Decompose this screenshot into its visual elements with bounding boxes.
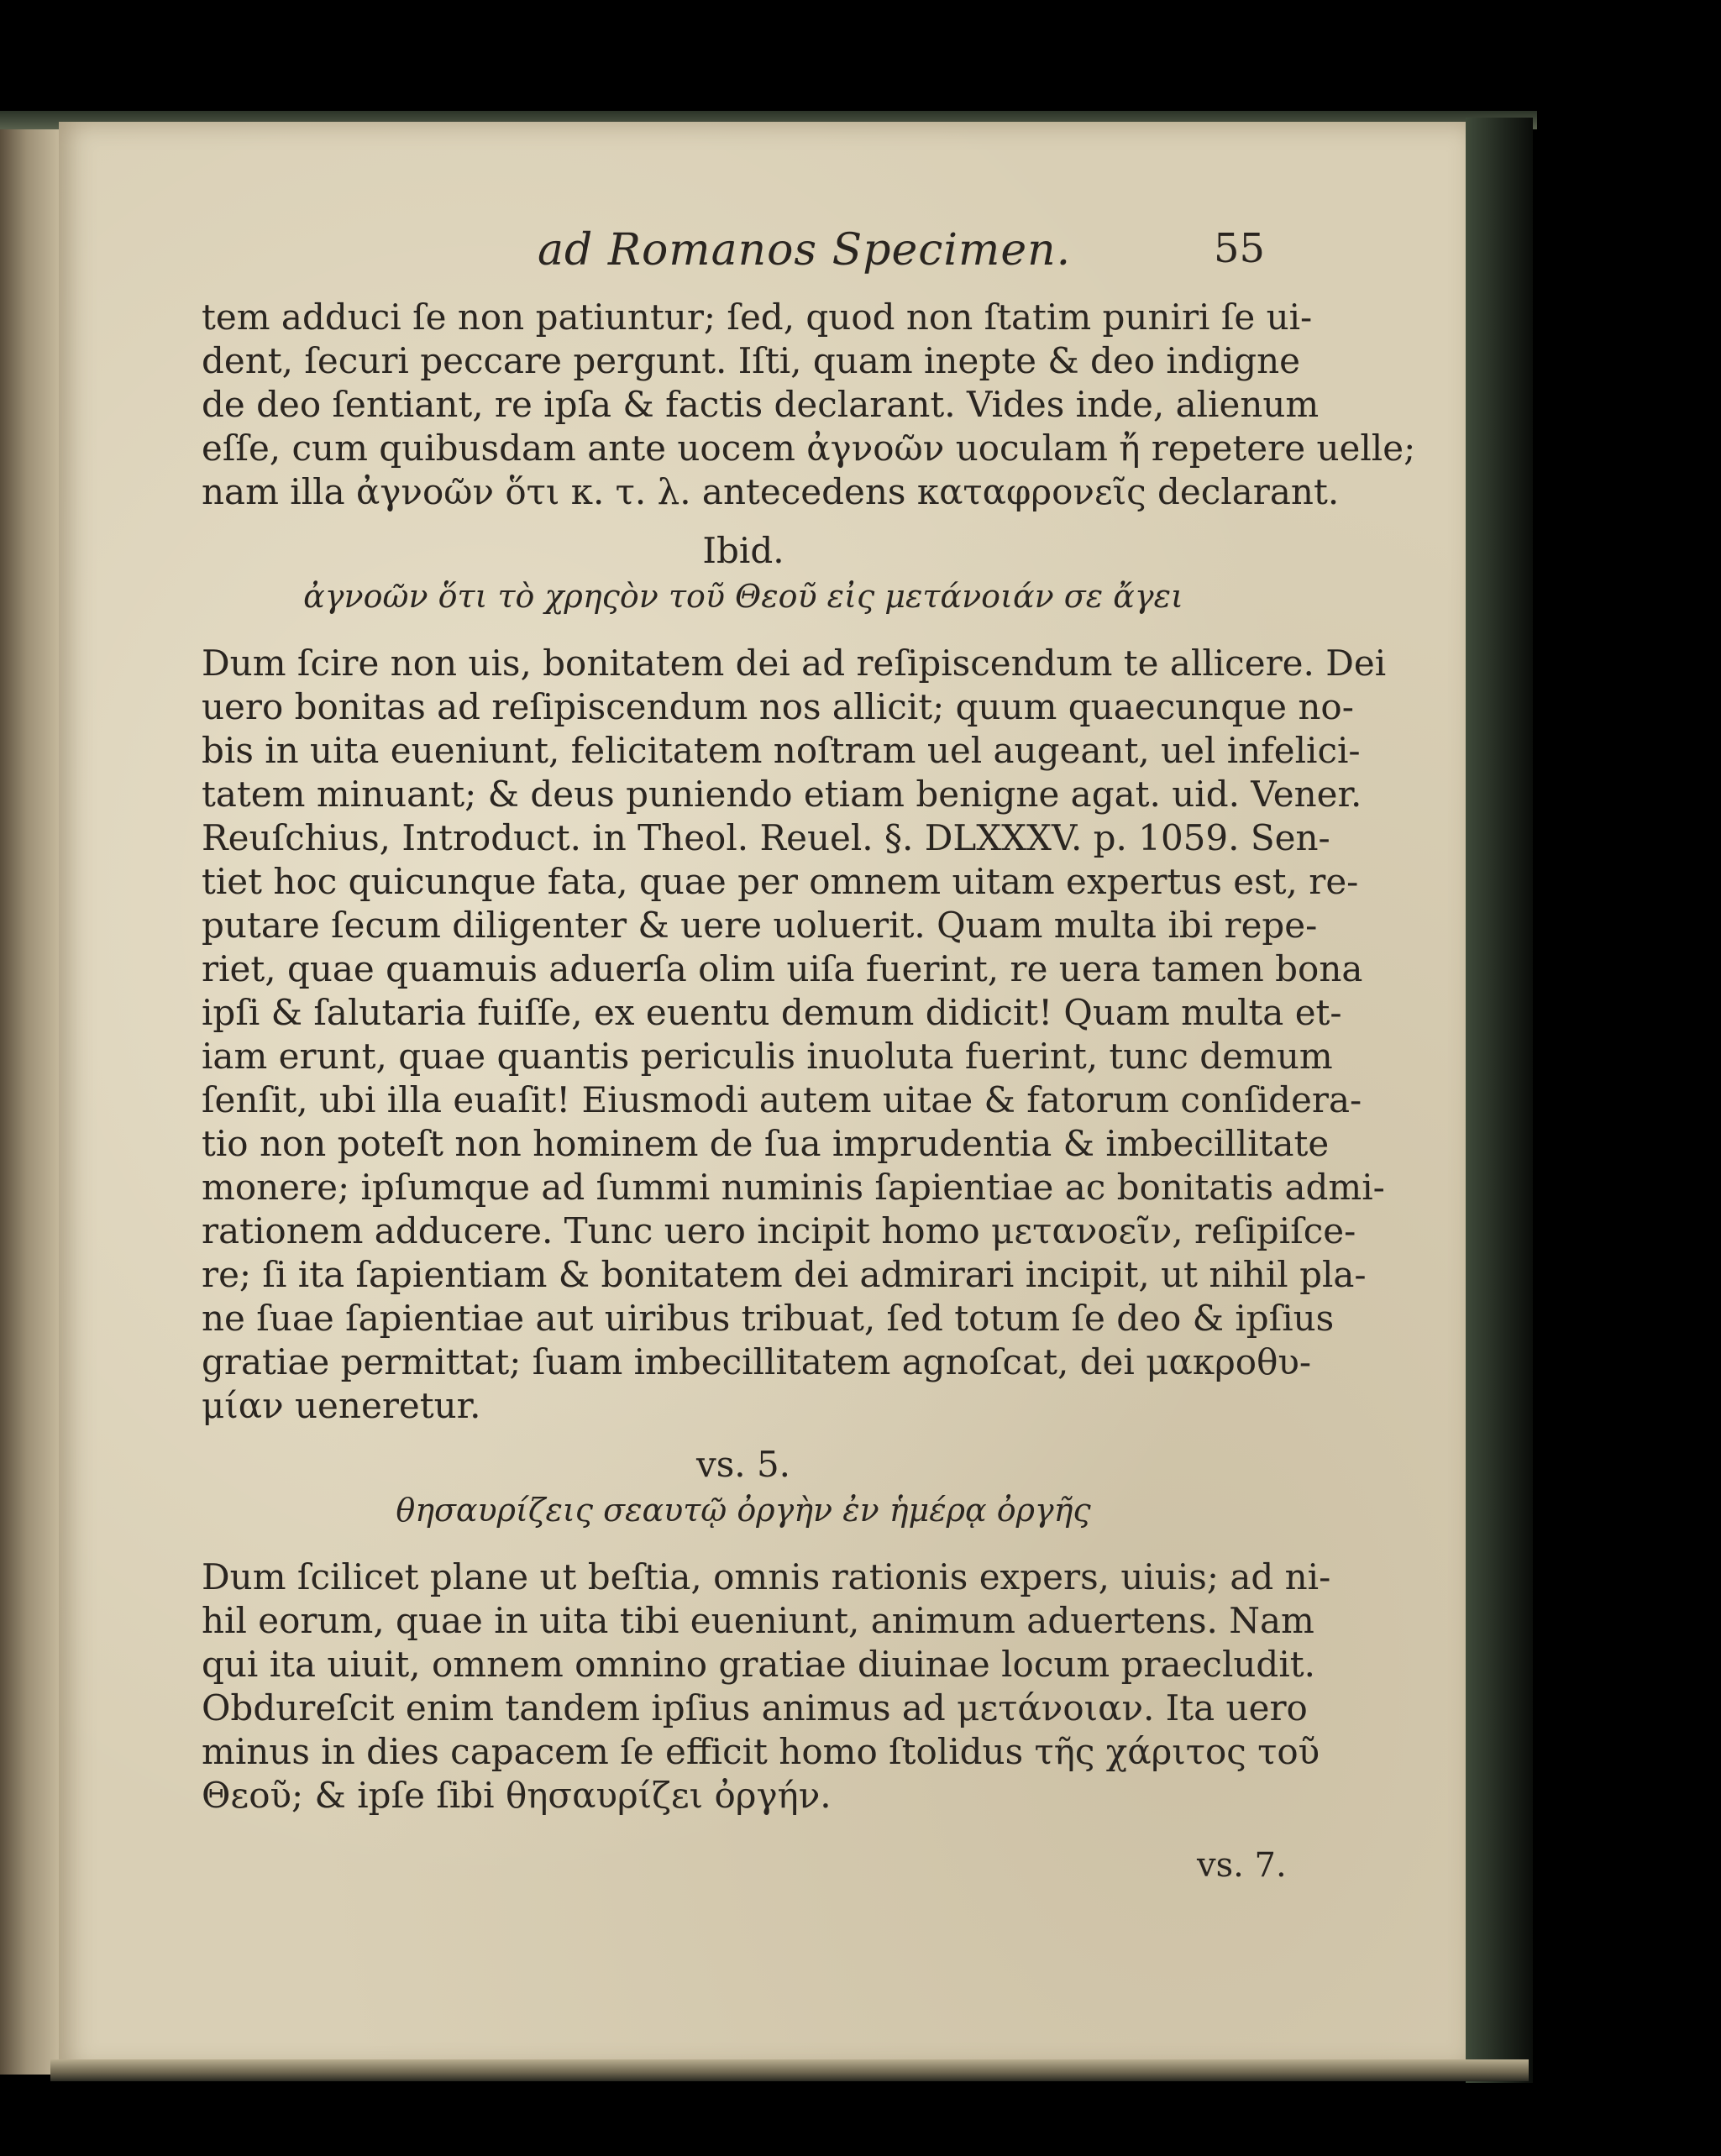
text-line: putare ſecum diligenter & uere uoluerit. Quam multa ibi repe- (202, 905, 1318, 946)
paragraph-2 (202, 642, 1387, 1428)
book-binding-gutter (0, 118, 67, 2075)
paragraph-1 (202, 296, 1416, 514)
text-line: rationem adducere. Tunc uero incipit homo μετανοεῖν, reſipiſce- (202, 1210, 1356, 1251)
text-line: riet, quae quamuis aduerſa olim uiſa fuerint, re uera tamen bona (202, 948, 1363, 989)
text-line: μίαν ueneretur. (202, 1385, 481, 1426)
text-line: de deo ſentiant, re ipſa & factis declarant. Vides inde, alienum (202, 384, 1320, 425)
text-line: gratiae permittat; ſuam imbecillitatem agnoſcat, dei μακροθυ- (202, 1341, 1312, 1382)
text-line: tio non poteſt non hominem de ſua imprudentia & imbecillitate (202, 1123, 1330, 1164)
text-line: monere; ipſumque ad ſummi numinis ſapientiae ac bonitatis admi- (202, 1167, 1385, 1208)
paragraph-3 (202, 1555, 1331, 1818)
text-line: Θεοῦ; & ipſe ſibi θησαυρίζει ὀργήν. (202, 1775, 832, 1816)
text-line: iam erunt, quae quantis periculis inuoluta fuerint, tunc demum (202, 1036, 1333, 1077)
text-line: tatem minuant; & deus puniendo etiam benigne agat. uid. Vener. (202, 774, 1362, 815)
text-line: Obdureſcit enim tandem ipſius animus ad μετάνοιαν. Ita uero (202, 1687, 1308, 1728)
page-number: 55 (1214, 225, 1266, 272)
running-head (0, 225, 1478, 284)
text-line: Dum ſcire non uis, bonitatem dei ad reſipiscendum te allicere. Dei (202, 643, 1387, 684)
text-line: qui ita uiuit, omnem omnino gratiae diuinae locum praecludit. (202, 1644, 1315, 1685)
text-line: uero bonitas ad reſipiscendum nos allicit; quum quaecunque no- (202, 686, 1354, 727)
greek-lemma-2: θησαυρίζεις σεαυτῷ ὀργὴν ἐν ἡμέρᾳ ὀργῆς (396, 1492, 1091, 1529)
text-line: Dum ſcilicet plane ut beſtia, omnis rationis expers, uiuis; ad ni- (202, 1556, 1331, 1597)
book-cover-bottom-edge (50, 2059, 1529, 2081)
text-line: Reuſchius, Introduct. in Theol. Reuel. §. DLXXXV. p. 1059. Sen- (202, 817, 1330, 858)
text-line: ne ſuae ſapientiae aut uiribus tribuat, ſed totum ſe deo & ipſius (202, 1298, 1335, 1339)
greek-lemma-1: ἀγνοῶν ὅτι τὸ χρηςὸν τοῦ Θεοῦ εἰς μετάνοιάν σε ἄγει (303, 578, 1183, 615)
text-line: eſſe, cum quibusdam ante uocem ἀγνοῶν uoculam ἤ repetere uelle; (202, 428, 1416, 469)
text-line: dent, ſecuri peccare pergunt. Iſti, quam inepte & deo indigne (202, 340, 1301, 381)
text-line: minus in dies capacem ſe efficit homo ſtolidus τῆς χάριτος τοῦ (202, 1731, 1320, 1772)
text-line: tem adduci ſe non patiuntur; ſed, quod non ſtatim puniri ſe ui- (202, 296, 1313, 338)
body-text (202, 296, 1416, 1818)
section-heading-vs5: vs. 5. (695, 1444, 791, 1485)
text-line: re; ſi ita ſapientiam & bonitatem dei admirari incipit, ut nihil pla- (202, 1254, 1367, 1295)
running-title: ad Romanos Specimen. (538, 225, 1072, 275)
catchword: vs. 7. (1197, 1846, 1287, 1885)
text-line: ipſi & ſalutaria fuiſſe, ex euentu demum didicit! Quam multa et- (202, 992, 1342, 1033)
text-line: bis in uita eueniunt, felicitatem noſtram uel augeant, uel infelici- (202, 730, 1361, 771)
text-line: nam illa ἀγνοῶν ὅτι κ. τ. λ. antecedens καταφρονεῖς declarant. (202, 471, 1340, 512)
book-cover-right-edge (1466, 118, 1533, 2083)
text-line: hil eorum, quae in uita tibi eueniunt, animum aduertens. Nam (202, 1600, 1314, 1641)
text-line: ſenſit, ubi illa euaſit! Eiusmodi autem uitae & fatorum conſidera- (202, 1079, 1362, 1120)
text-line: tiet hoc quicunque fata, quae per omnem uitam expertus est, re- (202, 861, 1359, 902)
section-heading-ibid: Ibid. (702, 530, 784, 571)
